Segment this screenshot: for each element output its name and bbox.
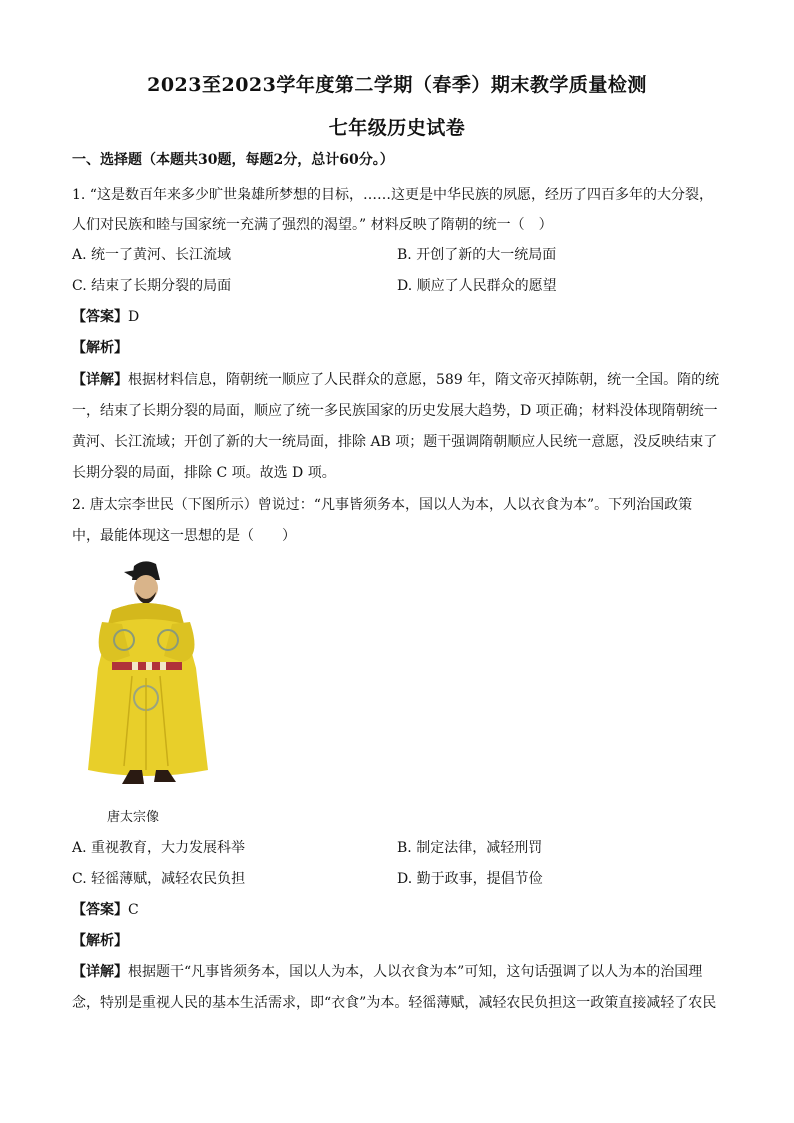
detail-tag: 【详解】 [72,964,128,980]
q2-option-a: A. 重视教育，大力发展科举 [72,840,246,856]
q2-stem-line2: 中，最能体现这一思想的是（ ） [72,528,296,544]
face-shape [134,575,158,601]
q2-option-b: B. 制定法律，减轻刑罚 [397,840,543,856]
q1-option-c: C. 结束了长期分裂的局面 [72,278,232,294]
q2-detail-line1 [72,962,722,982]
q2-analysis-tag: 【解析】 [72,933,128,949]
q1-option-b: B. 开创了新的大一统局面 [397,247,557,263]
exam-subtitle: 七年级历史试卷 [328,117,466,139]
detail-text: 根据材料信息，隋朝统一顺应了人民群众的意愿，589 年，隋文帝灭掉陈朝，统一全国。隋的统 [128,372,720,388]
q2-detail-line2: 念，特别是重视人民的基本生活需求，即“衣食”为本。轻徭薄赋，减轻农民负担这一政策直接减轻了农民 [72,995,717,1011]
q1-detail-line4: 长期分裂的局面，排除 C 项。故选 D 项。 [72,465,336,481]
q1-detail-line3: 黄河、长江流域；开创了新的大一统局面，排除 AB 项；题干强调隋朝顺应人民统一意愿，没反映结束了 [72,434,718,450]
q2-answer [72,900,722,920]
detail-text: 根据题干“凡事皆须务本，国以人为本，人以衣食为本”可知，这句话强调了以人为本的治国理 [128,964,703,980]
q2-option-d: D. 勤于政事，提倡节俭 [397,871,543,887]
q1-answer [72,307,722,327]
q2-stem-line1: 2. 唐太宗李世民（下图所示）曾说过：“凡事皆须务本，国以人为本，人以衣食为本”。下列治国政策 [72,497,693,513]
q1-option-d: D. 顺应了人民群众的愿望 [397,278,557,294]
q1-detail-line2: 一，结束了长期分裂的局面，顺应了统一多民族国家的历史发展大趋势，D 项正确；材料没体现隋朝统一 [72,403,718,419]
q1-stem-line1: 1. “这是数百年来多少旷世枭雄所梦想的目标，……这更是中华民族的夙愿，经历了四百多年的大分裂， [72,187,713,203]
portrait-caption: 唐太宗像 [107,810,160,825]
q1-analysis-tag: 【解析】 [72,340,128,356]
tang-taizong-portrait [72,558,222,790]
detail-tag: 【详解】 [72,372,128,388]
exam-title: 2023至2023学年度第二学期（春季）期末教学质量检测 [147,74,647,96]
q1-detail-line1 [72,370,722,390]
answer-tag: 【答案】 [72,309,128,325]
answer-value: C [128,902,139,918]
q1-stem-line2: 人们对民族和睦与国家统一充满了强烈的渴望。” 材料反映了隋朝的统一（ ） [72,217,553,233]
answer-tag: 【答案】 [72,902,128,918]
q2-option-c: C. 轻徭薄赋，减轻农民负担 [72,871,246,887]
answer-value: D [128,309,140,325]
section-heading: 一、选择题（本题共30题，每题2分，总计60分。） [72,152,394,168]
q1-option-a: A. 统一了黄河、长江流域 [72,247,232,263]
